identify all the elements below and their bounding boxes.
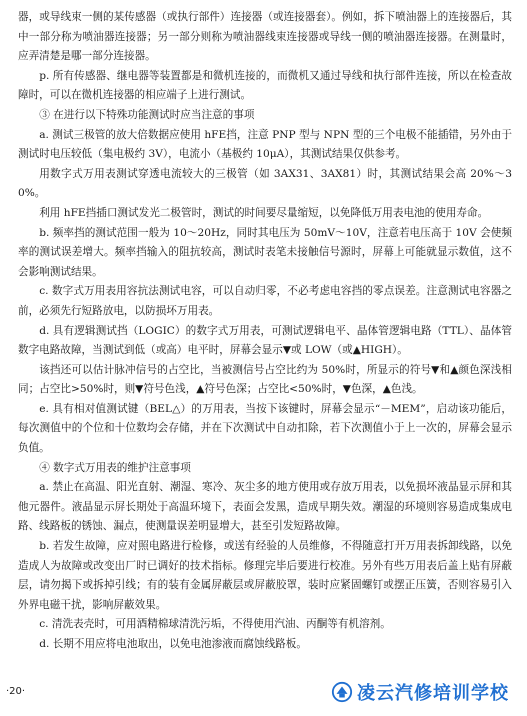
paragraph: c. 清洗表壳时，可用酒精棉球清洗污垢，不得使用汽油、丙酮等有机溶剂。 [39, 618, 391, 631]
paragraph: a. 测试三极管的放大倍数据应使用 hFE挡，注意 PNP 型与 NPN 型的三个电极不能插错，另外由于测试时电压较低（集电极约 3V），电流小（基极约 10μA），其测试结果仅供参考。 [18, 128, 512, 161]
section-heading: ③ 在进行以下特殊功能测试时应当注意的事项 [39, 108, 255, 121]
paragraph: b. 若发生故障，应对照电路进行检修，或送有经验的人员维修，不得随意打开万用表拆卸线路，以免造成人为故障或改变出厂时已调好的技术指标。修理完毕后要进行校准。另外有些万用表后盖上贴有屏蔽层，请勿揭下或拆掉引线；有的装有金属屏蔽层或屏蔽胶罩，装时应紧固螺钉或摆正压簧，否则容易引入外界电磁干扰，影响屏蔽效果。 [18, 540, 512, 611]
page-number: ·20· [6, 686, 26, 697]
watermark-text: 凌云汽修培训学校 [357, 683, 509, 704]
paragraph: 用数字式万用表测试穿透电流较大的三极管（如 3AX31、3AX81）时，其测试结果会高 20%～30%。 [18, 167, 512, 200]
paragraph: b. 频率挡的测试范围一般为 10～20Hz，同时其电压为 50mV～10V，注意若电压高于 10V 会使频率的测试误差增大。频率挡输入的阻抗较高，测试时表笔未接触信号源时，屏幕上可能就显示数值，这不会影响测试结果。 [18, 226, 512, 278]
paragraph: e. 具有相对值测试键（BEL△）的万用表，当按下该键时，屏幕会显示“－MEM”，启动该功能后，每次测值中的个位和十位数均会存储，并在下次测试中自动扣除，若下次测值小于上一次的，屏幕会显示负值。 [18, 402, 512, 455]
watermark [331, 679, 509, 705]
paragraph: p. 所有传感器、继电器等装置都是和微机连接的，而微机又通过导线和执行部件连接，所以在检查故障时，可以在微机连接器的相应端子上进行测试。 [18, 69, 512, 102]
section-heading: ④ 数字式万用表的维护注意事项 [39, 461, 191, 474]
paragraph: 器，或导线束一侧的某传感器（或执行部件）连接器（或连接器套）。例如，拆下喷油器上的连接器后，其中一部分称为喷油器连接器；另一部分则称为喷油器线束连接器或导线一侧的喷油器连接器。在测量时，应弄清楚是哪一部分连接器。 [18, 11, 512, 63]
school-logo-icon [331, 681, 353, 703]
paragraph: a. 禁止在高温、阳光直射、潮湿、寒冷、灰尘多的地方使用或存放万用表，以免损坏液晶显示屏和其他元器件。液晶显示屏长期处于高温环境下，表面会发黑，造成早期失效。潮湿的环境则容易造成集成电路、线路板的锈蚀、漏点，使测量误差明显增大，甚至引发短路故障。 [18, 481, 512, 533]
paragraph: d. 长期不用应将电池取出，以免电池渗液而腐蚀线路板。 [39, 638, 307, 650]
paragraph: 该挡还可以估计脉冲信号的占空比，当被测信号占空比约为 50%时，所显示的符号▼和▲颜色深浅相同；占空比>50%时，则▼符号色浅，▲符号色深；占空比<50%时，▼色深，▲色浅。 [18, 363, 512, 396]
paragraph: 利用 hFE挡插口测试发光二极管时，测试的时间要尽量缩短，以免降低万用表电池的使用寿命。 [39, 206, 489, 219]
paragraph: d. 具有逻辑测试挡（LOGIC）的数字式万用表，可测试逻辑电平、晶体管逻辑电路（TTL）、晶体管数字电路故障，当测试到低（或高）电平时，屏幕会显示▼或 LOW（或▲HIGH）。 [18, 324, 512, 357]
paragraph: c. 数字式万用表用容抗法测试电容，可以自动归零，不必考虑电容挡的零点误差。注意测试电容器之前，必须先行短路放电，以防损坏万用表。 [18, 285, 512, 317]
page-body [18, 8, 512, 655]
